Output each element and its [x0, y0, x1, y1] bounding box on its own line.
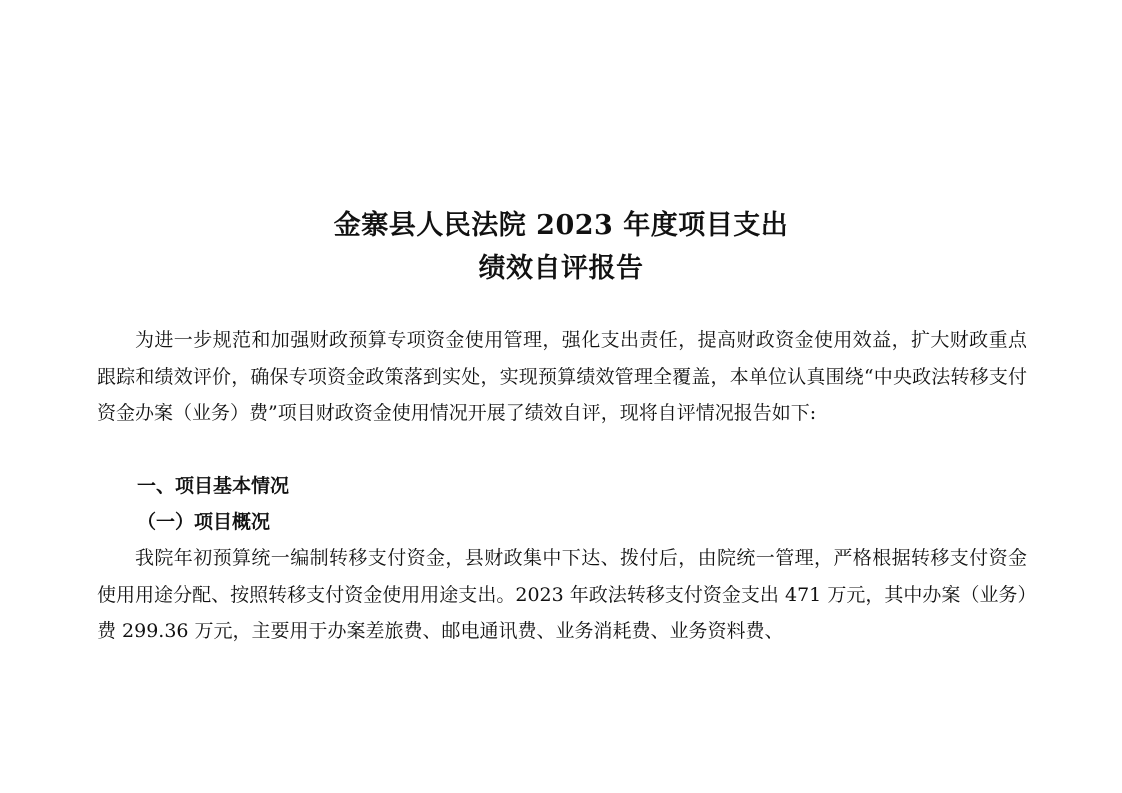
overview-paragraph: 我院年初预算统一编制转移支付资金，县财政集中下达、拨付后，由院统一管理，严格根据转移支付资金使用用途分配、按照转移支付资金使用用途支出。2023 年政法转移支付资金支出 471 万元，其中办案（业务）费 299.36 万元，主要用于办案差旅费、邮电通讯费、业务消耗费、业务资料费、	[97, 547, 1027, 642]
section-heading-basic-info: 一、项目基本情况	[137, 475, 290, 497]
report-title-line2: 绩效自评报告	[478, 253, 644, 284]
intro-paragraph: 为进一步规范和加强财政预算专项资金使用管理，强化支出责任，提高财政资金使用效益，扩大财政重点跟踪和绩效评价，确保专项资金政策落到实处，实现预算绩效管理全覆盖，本单位认真围绕“中央政法转移支付资金办案（业务）费”项目财政资金使用情况开展了绩效自评，现将自评情况报告如下:	[97, 329, 1027, 424]
report-title-line1: 金寨县人民法院 2023 年度项目支出	[333, 210, 789, 241]
subsection-heading-overview: （一）项目概况	[137, 511, 271, 533]
